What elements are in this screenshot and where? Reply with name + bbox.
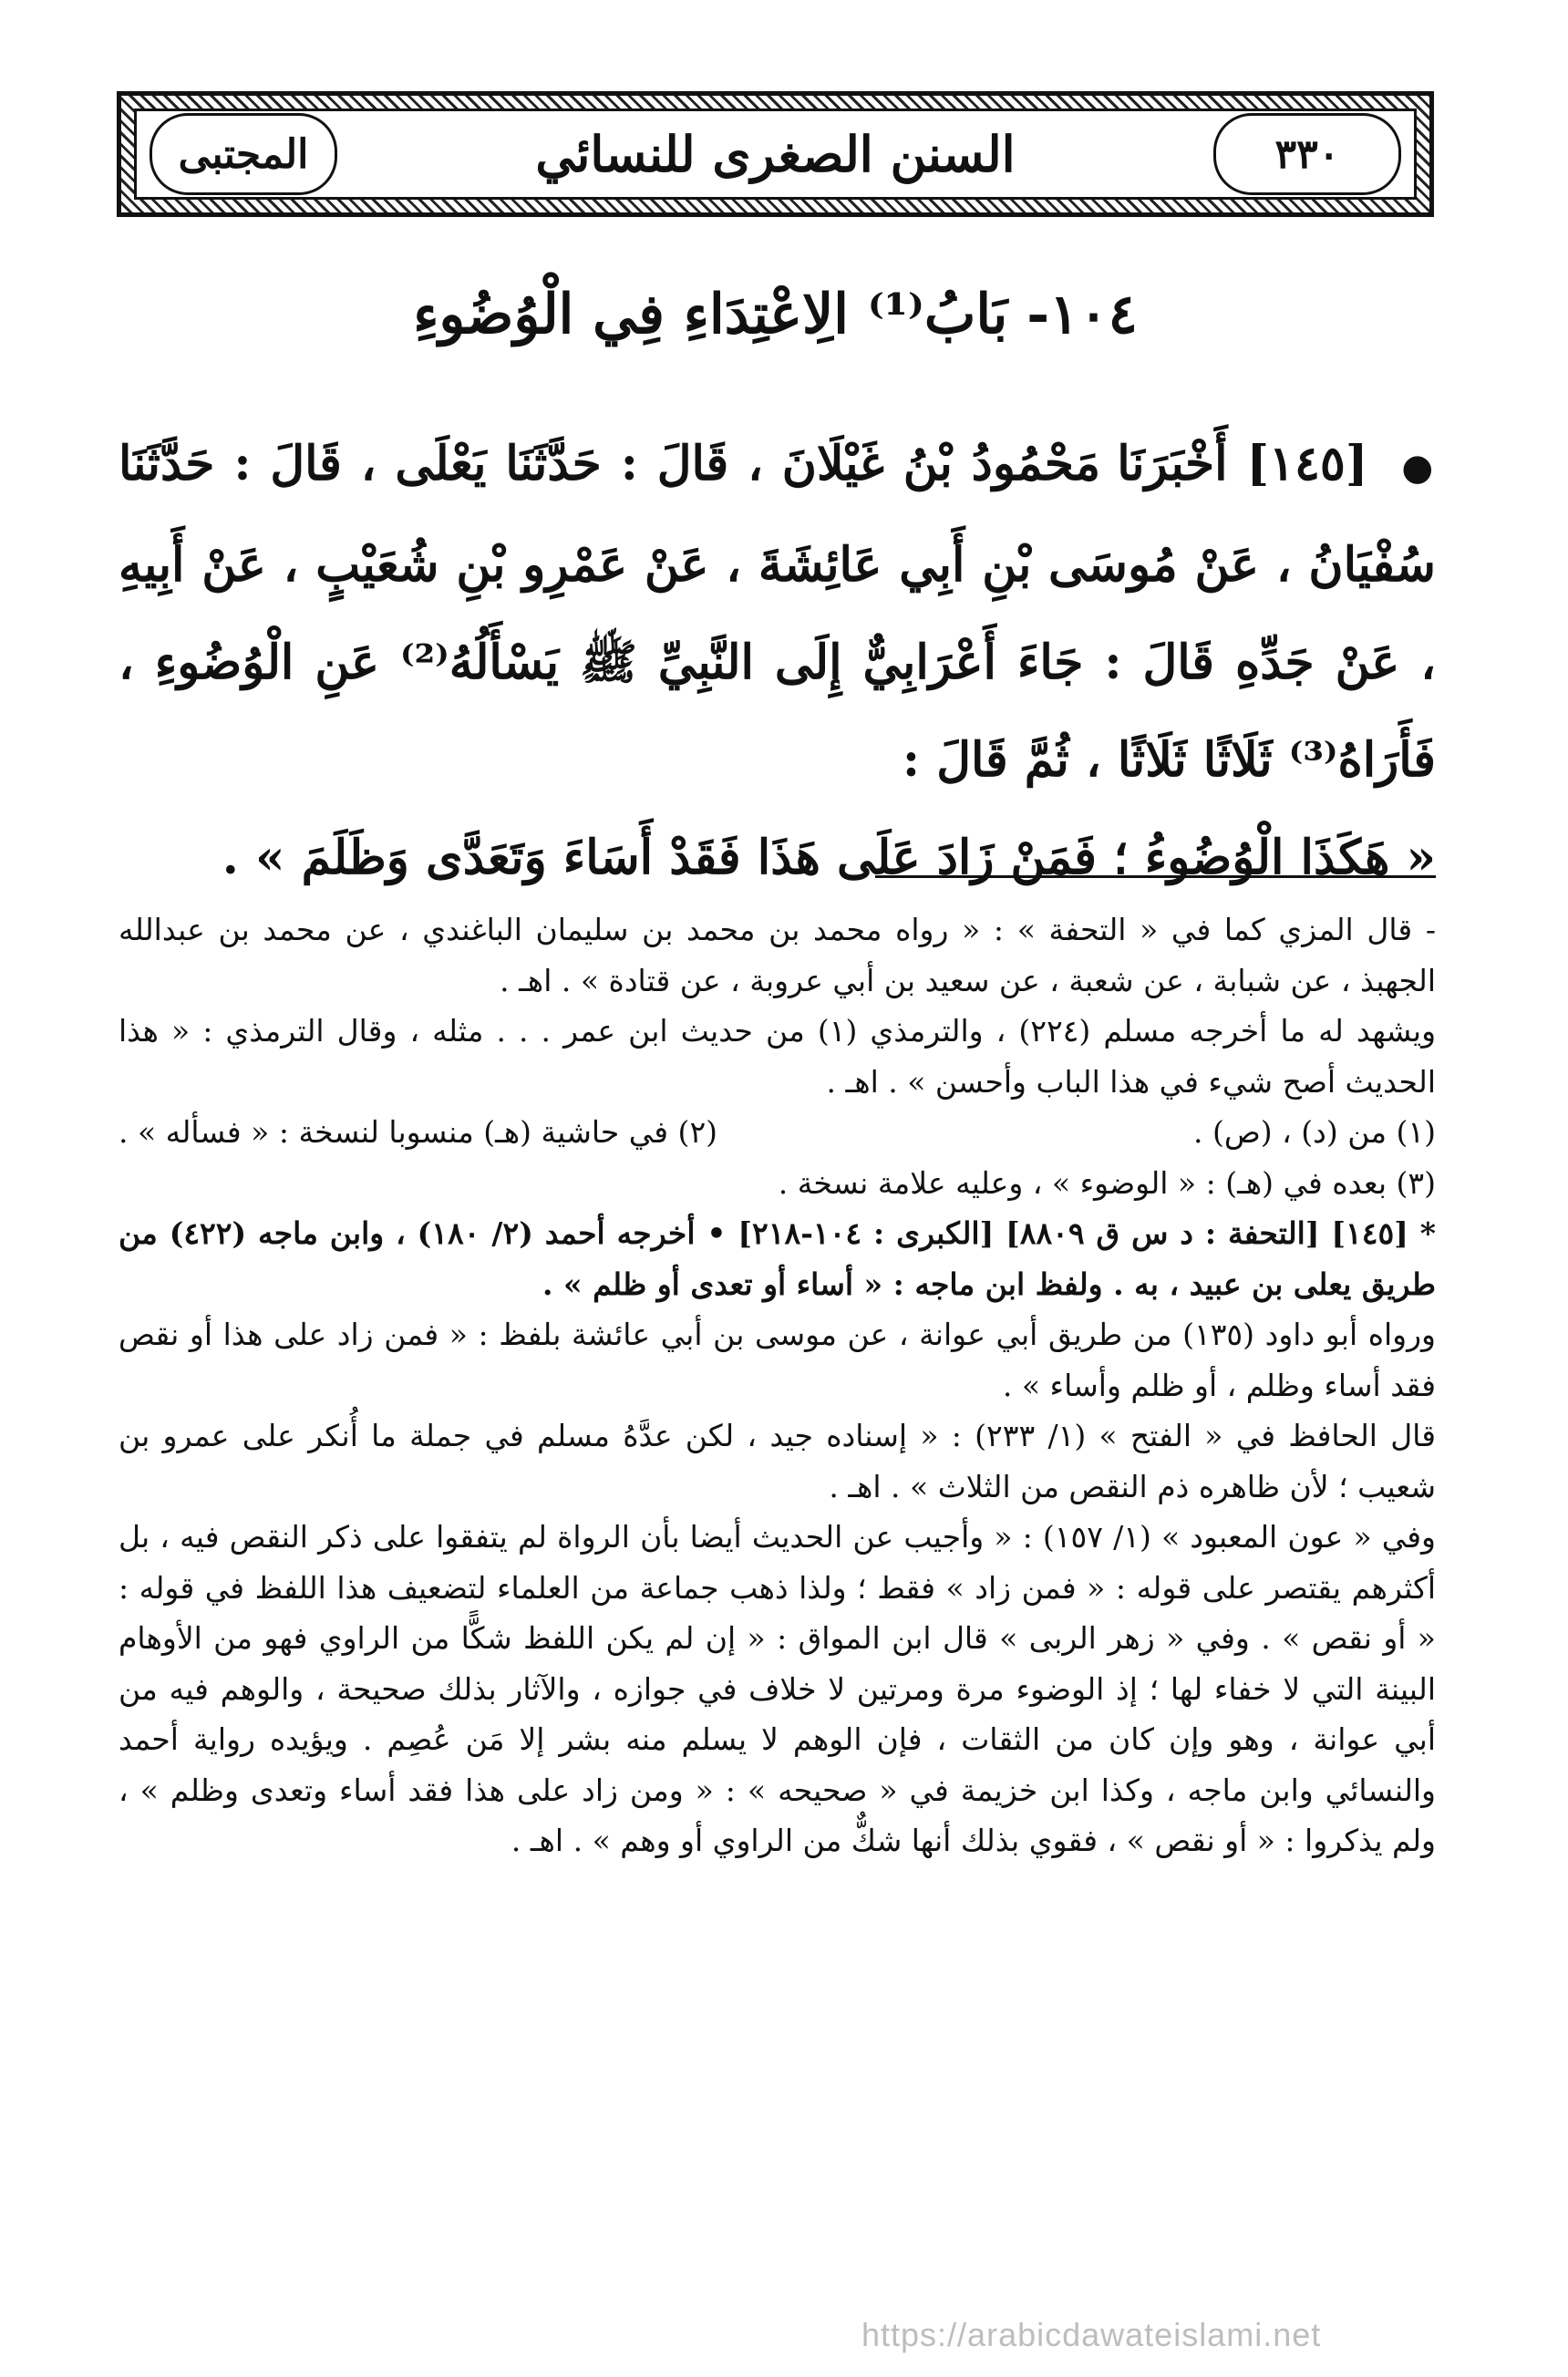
footnote-divider xyxy=(875,875,1436,878)
running-title: السنن الصغرى للنسائي xyxy=(535,125,1016,183)
footnote-3: (٣) بعده في (هـ) : « الوضوء » ، وعليه علامة نسخة . xyxy=(778,1164,1436,1201)
page-header-ornament xyxy=(117,91,1434,217)
hadith-number: [١٤٥] xyxy=(1246,436,1368,491)
footnote-2: (٢) في حاشية (هـ) منسوبا لنسخة : « فسأله » . xyxy=(119,1114,718,1150)
hadith-text: أَخْبَرَنَا مَحْمُودُ بْنُ غَيْلَانَ ، قَالَ : حَدَّثَنَا يَعْلَى ، قَالَ : حَدَّثَنَا سُفْيَانُ ، عَنْ مُوسَى بْنِ أَبِي عَائِشَةَ ، عَنْ عَمْرِو بْنِ شُعَيْبٍ ، عَنْ أَبِيهِ ، عَنْ جَدِّهِ قَالَ : جَاءَ أَعْرَابِيٌّ إِلَى النَّبِيِّ ﷺ يَسْأَلُهُ⁽²⁾ عَنِ الْوُضُوءِ ، فَأَرَاهُ⁽³⁾ ثَلَاثًا ثَلَاثًا ، ثُمَّ قَالَ : xyxy=(119,436,1436,788)
footnote-row xyxy=(119,1107,1436,1158)
hadith-block xyxy=(119,415,1436,906)
chapter-title: ١٠٤- بَابُ⁽¹⁾ الِاعْتِدَاءِ فِي الْوُضُوءِ xyxy=(413,283,1138,346)
bullet-icon: ● xyxy=(1401,446,1436,489)
page-number: ٣٣٠ xyxy=(1213,113,1401,195)
footnotes xyxy=(119,904,1436,1866)
mizzi-note: - قال المزي كما في « التحفة » : « رواه محمد بن محمد بن سليمان الباغندي ، عن محمد بن عبدالله الجهبذ ، عن شبابة ، عن شعبة ، عن سعيد بن أبي عروبة ، عن قتادة » . اهـ . xyxy=(119,912,1436,998)
book-emblem: المجتبى xyxy=(150,113,337,195)
prophetic-saying: « هَكَذَا الْوُضُوءُ ؛ فَمَنْ زَادَ عَلَى هَذَا فَقَدْ أَسَاءَ وَتَعَدَّى وَظَلَمَ » . xyxy=(222,830,1436,885)
witness-note: ويشهد له ما أخرجه مسلم (٢٢٤) ، والترمذي (١) من حديث ابن عمر . . . مثله ، وقال الترمذي : « هذا الحديث أصح شيء في هذا الباب وأحسن » . اهـ . xyxy=(119,1013,1437,1100)
watermark: https://arabicdawateislami.net xyxy=(861,2316,1322,2353)
hafiz-note: قال الحافظ في « الفتح » (١/ ٢٣٣) : « إسناده جيد ، لكن عدَّهُ مسلم في جملة ما أُنكر على عمرو بن شعيب ؛ لأن ظاهره ذم النقص من الثلاث » . اهـ . xyxy=(119,1418,1437,1504)
page-header xyxy=(134,109,1417,200)
takhrij-heading: * [١٤٥] [التحفة : د س ق ٨٨٠٩] [الكبرى : ١٠٤-٢١٨] • أخرجه أحمد (٢/ ١٨٠) ، وابن ماجه (٤٢٢) من طريق يعلى بن عبيد ، به . ولفظ ابن ماجه : « أساء أو تعدى أو ظلم » . xyxy=(119,1215,1436,1302)
awn-note: وفي « عون المعبود » (١/ ١٥٧) : « وأجيب عن الحديث أيضا بأن الرواة لم يتفقوا على ذكر النقص فيه ، بل أكثرهم يقتصر على قوله : « فمن زاد » فقط ؛ ولذا ذهب جماعة من العلماء لتضعيف هذا اللفظ في قوله : « أو نقص » . وفي « زهر الربى » قال ابن المواق : « إن لم يكن اللفظ شكًّا من الراوي فهو من الأوهام البينة التي لا خفاء لها ؛ إذ الوضوء مرة ومرتين لا خلاف في جوازه ، والآثار بذلك صحيحة ، والوهم فيه من أبي عوانة ، وهو وإن كان من الثقات ، فإن الوهم لا يسلم منه بشر إلا مَن عُصِم . ويؤيده رواية أحمد والنسائي وابن ماجه ، وكذا ابن خزيمة في « صحيحه » : « ومن زاد على هذا فقد أساء وتعدى وظلم » ، ولم يذكروا : « أو نقص » ، فقوي بذلك أنها شكٌّ من الراوي أو وهم » . اهـ . xyxy=(119,1519,1436,1858)
abu-dawud-note: ورواه أبو داود (١٣٥) من طريق أبي عوانة ، عن موسى بن أبي عائشة بلفظ : « فمن زاد على هذا أو نقص فقد أساء وظلم ، أو ظلم وأساء » . xyxy=(119,1317,1436,1403)
footnote-1: (١) من (د) ، (ص) . xyxy=(1193,1114,1436,1150)
